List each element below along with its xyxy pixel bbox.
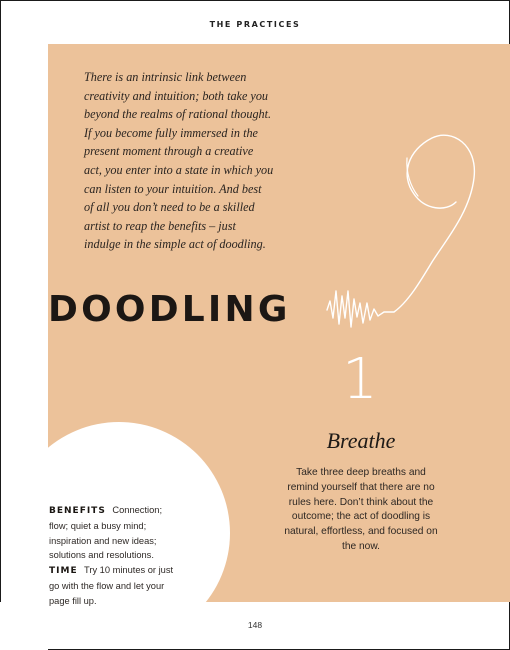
intro-paragraph: There is an intrinsic link between creativity and intuition; both take you beyond the realms of rational thought. If you become fully immersed in the present moment through a creative act, you enter into a state in which you can listen to your intuition. And best of all you don’t need to be a skilled artist to reap the benefits – just indulge in the simple act of doodling. [84, 70, 274, 252]
step-body: Take three deep breaths and remind yourself that there are no rules here. Don’t think about the outcome; the act of doodling is natural, effortless, and focused on the now. [284, 467, 438, 552]
benefits-block [49, 503, 175, 563]
time-block [49, 563, 175, 608]
time-label: TIME [49, 566, 78, 576]
benefits-text: Connection; flow; quiet a busy mind; inspiration and new ideas; solutions and resolutions. [49, 505, 163, 561]
step-title: Breathe [326, 428, 396, 453]
time-text: Try 10 minutes or just go with the flow and let your page fill up. [49, 565, 174, 606]
step-number: 1 [342, 347, 378, 412]
running-header: THE PRACTICES [209, 20, 301, 29]
benefits-label: BENEFITS [49, 506, 106, 516]
page-number: 148 [247, 620, 263, 630]
page-title: DOODLING [48, 289, 291, 330]
